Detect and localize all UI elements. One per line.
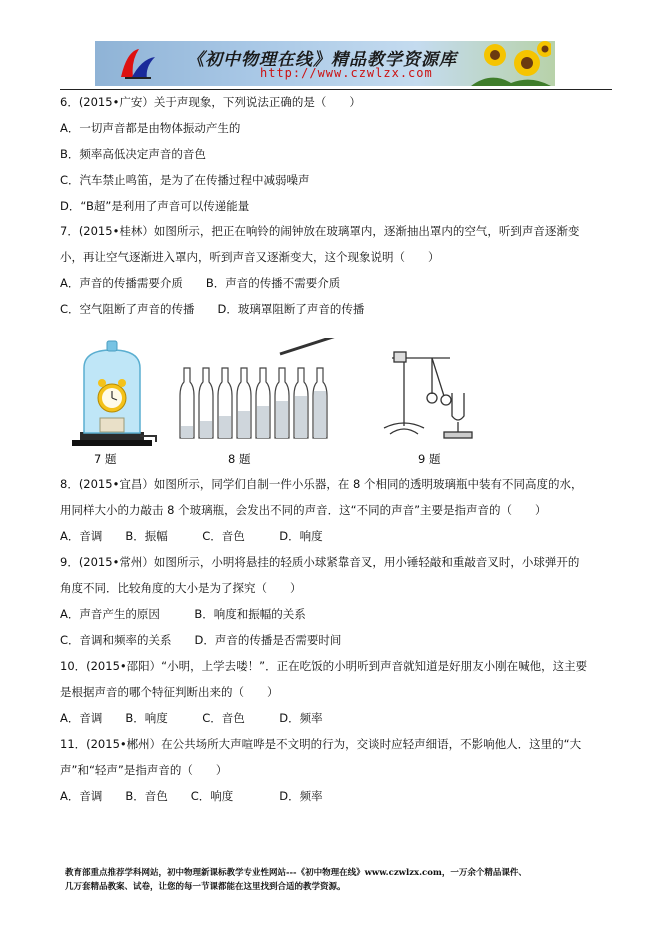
q6-option-a: A．一切声音都是由物体振动产生的: [60, 121, 241, 135]
bottles-figure: [180, 338, 336, 438]
q8-stem-line1: 8．(2015•宜昌）如图所示，同学们自制一件小乐器，在 8 个相同的透明玻璃瓶中装有不同高度的水，: [60, 477, 583, 491]
banner-url[interactable]: http://www.czwlzx.com: [260, 66, 433, 80]
q11-stem-line2: 声”和“轻声”是指声音的（ ）: [60, 763, 228, 777]
bottle-water: [200, 421, 212, 438]
q7-options-cd: C．空气阻断了声音的传播 D．玻璃罩阻断了声音的传播: [60, 302, 365, 316]
q6-option-b: B．频率高低决定声音的音色: [60, 147, 206, 161]
q6-option-c: C．汽车禁止鸣笛，是为了在传播过程中减弱噪声: [60, 173, 310, 187]
q6-stem: 6．(2015•广安）关于声现象，下列说法正确的是（ ）: [60, 95, 361, 109]
site-logo-icon: [117, 47, 157, 81]
q11-stem-line1: 11．(2015•郴州）在公共场所大声喧哗是不文明的行为，交谈时应轻声细语，不影响他人．这里的“大: [60, 737, 582, 751]
fig7-caption: 7 题: [94, 452, 117, 466]
q11-options: A．音调 B．音色 C．响度 D．频率: [60, 789, 323, 803]
bottle-water: [181, 426, 193, 438]
bell-jar-figure: [72, 341, 156, 446]
fig9-caption: 9 题: [418, 452, 441, 466]
tuning-fork-figure: [384, 352, 472, 438]
bottle-water: [314, 391, 326, 438]
footer-line2: 几万套精品教案、试卷，让您的每一节课都能在这里找到合适的教学资源。: [65, 882, 346, 892]
q9-options-ab: A．声音产生的原因 B．响度和振幅的关系: [60, 607, 306, 621]
q10-stem-line1: 10．(2015•邵阳）“小明，上学去喽！”．正在吃饭的小明听到声音就知道是好朋友小刚在喊他，这主要: [60, 659, 588, 673]
q10-stem-line2: 是根据声音的哪个特征判断出来的（ ）: [60, 685, 279, 699]
q9-stem-line1: 9．(2015•常州）如图所示，小明将悬挂的轻质小球紧靠音叉，用小锤轻敲和重敲音叉时，小球弹开的: [60, 555, 580, 569]
q7-stem-line1: 7．(2015•桂林）如图所示，把正在响铃的闹钟放在玻璃罩内，逐渐抽出罩内的空气，听到声音逐渐变: [60, 224, 580, 238]
q8-stem-line2: 用同样大小的力敲击 8 个玻璃瓶，会发出不同的声音．这“不同的声音”主要是指声音的（ ）: [60, 503, 547, 517]
banner-title: 《初中物理在线》精品教学资源库: [187, 50, 457, 70]
header-rule: [60, 89, 612, 90]
sunflower-icon: [471, 41, 551, 86]
header-banner: [95, 41, 555, 86]
q9-options-cd: C．音调和频率的关系 D．声音的传播是否需要时间: [60, 633, 342, 647]
footer-line1: 教育部重点推荐学科网站，初中物理新课标教学专业性网站---《初中物理在线》www.czwlzx.com，一万余个精品课件、: [65, 868, 527, 878]
bottle-water: [219, 416, 231, 438]
bottle-water: [257, 406, 269, 438]
q10-options: A．音调 B．响度 C．音色 D．频率: [60, 711, 323, 725]
q9-stem-line2: 角度不同．比较角度的大小是为了探究（ ）: [60, 581, 302, 595]
q6-option-d: D．“B超”是利用了声音可以传递能量: [60, 199, 250, 213]
q7-options-ab: A．声音的传播需要介质 B．声音的传播不需要介质: [60, 276, 341, 290]
q8-options: A．音调 B．振幅 C．音色 D．响度: [60, 529, 323, 543]
q7-stem-line2: 小，再让空气逐渐进入罩内，听到声音又逐渐变大，这个现象说明（ ）: [60, 250, 440, 264]
fig8-caption: 8 题: [228, 452, 251, 466]
bottle-water: [238, 411, 250, 438]
bottle-water: [276, 401, 288, 438]
figures-row: [60, 338, 620, 468]
bottle-water: [295, 396, 307, 438]
